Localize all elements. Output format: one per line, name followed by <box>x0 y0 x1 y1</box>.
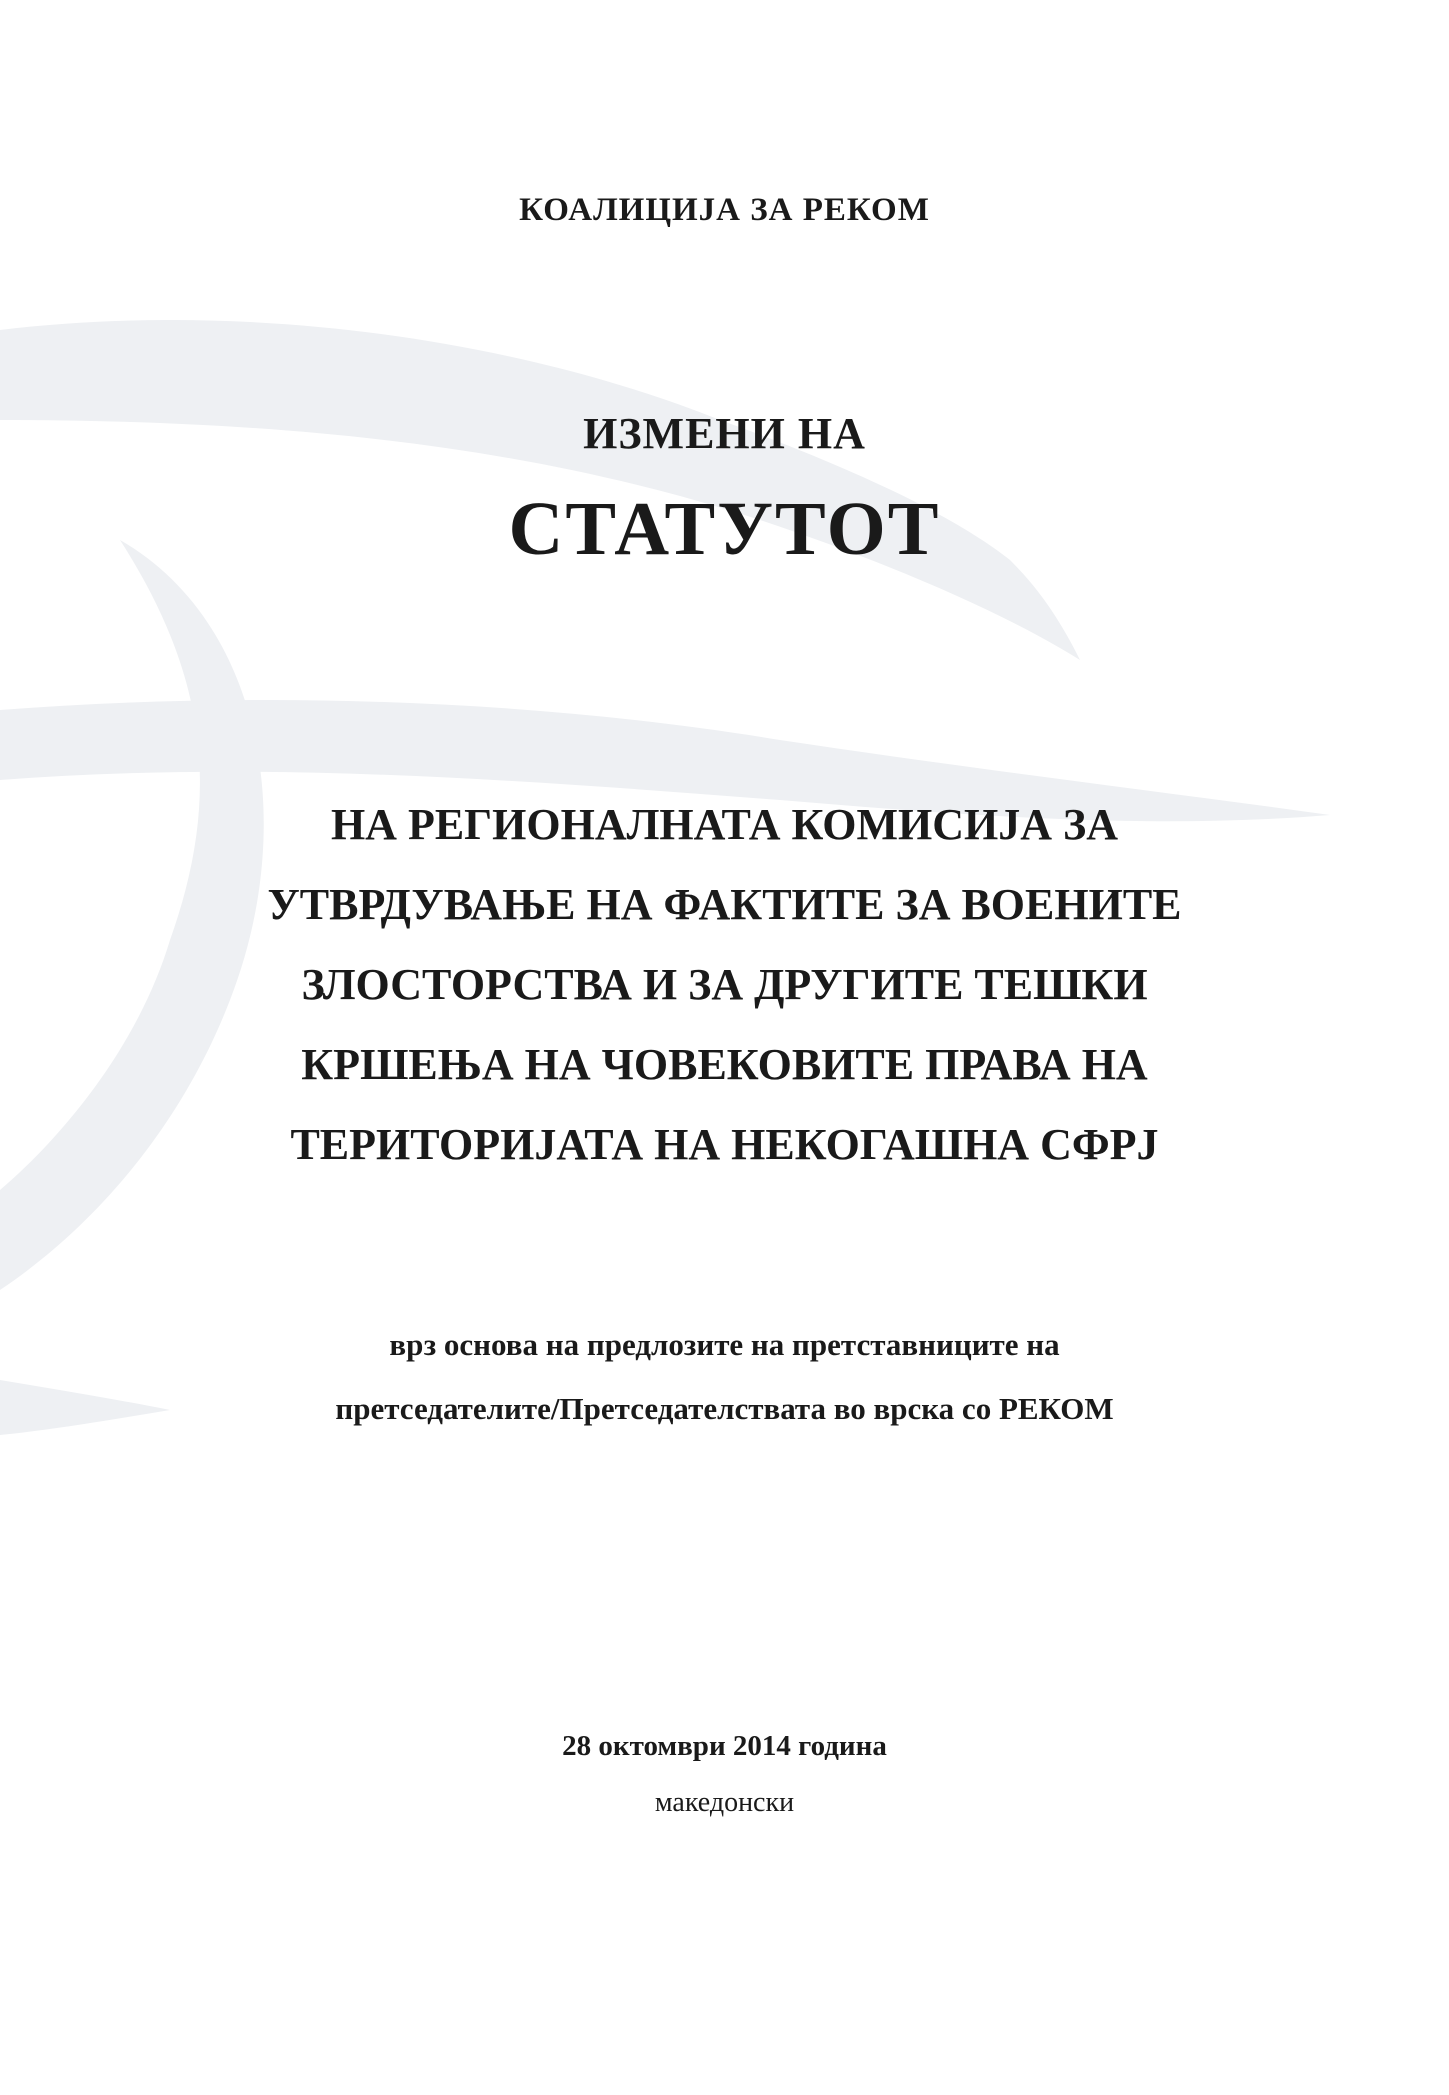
subtitle-line: ЗЛОСТОРСТВА И ЗА ДРУГИТЕ ТЕШКИ <box>301 960 1148 1009</box>
subtitle-line: НА РЕГИОНАЛНАТА КОМИСИЈА ЗА <box>330 800 1119 849</box>
subtitle-line: КРШЕЊА НА ЧОВЕКОВИТЕ ПРАВА НА <box>301 1040 1148 1089</box>
subtitle <box>0 785 1449 1185</box>
basis-line: врз основа на предлозите на претставниците на <box>389 1327 1060 1362</box>
main-title: СТАТУТОТ <box>508 487 941 571</box>
document-language: македонски <box>654 1787 795 1818</box>
basis-statement <box>0 1313 1449 1441</box>
document-date: 28 октомври 2014 година <box>562 1730 887 1762</box>
subtitle-line: ТЕРИТОРИЈАТА НА НЕКОГАШНА СФРЈ <box>290 1120 1159 1169</box>
basis-line: претседателите/Претседателствата во врска со РЕКОМ <box>335 1391 1114 1426</box>
subtitle-line: УТВРДУВАЊЕ НА ФАКТИТЕ ЗА ВОЕНИТЕ <box>267 880 1182 929</box>
organization-name: КОАЛИЦИЈА ЗА РЕКОМ <box>519 192 930 228</box>
title-prefix: ИЗМЕНИ НА <box>583 409 866 458</box>
